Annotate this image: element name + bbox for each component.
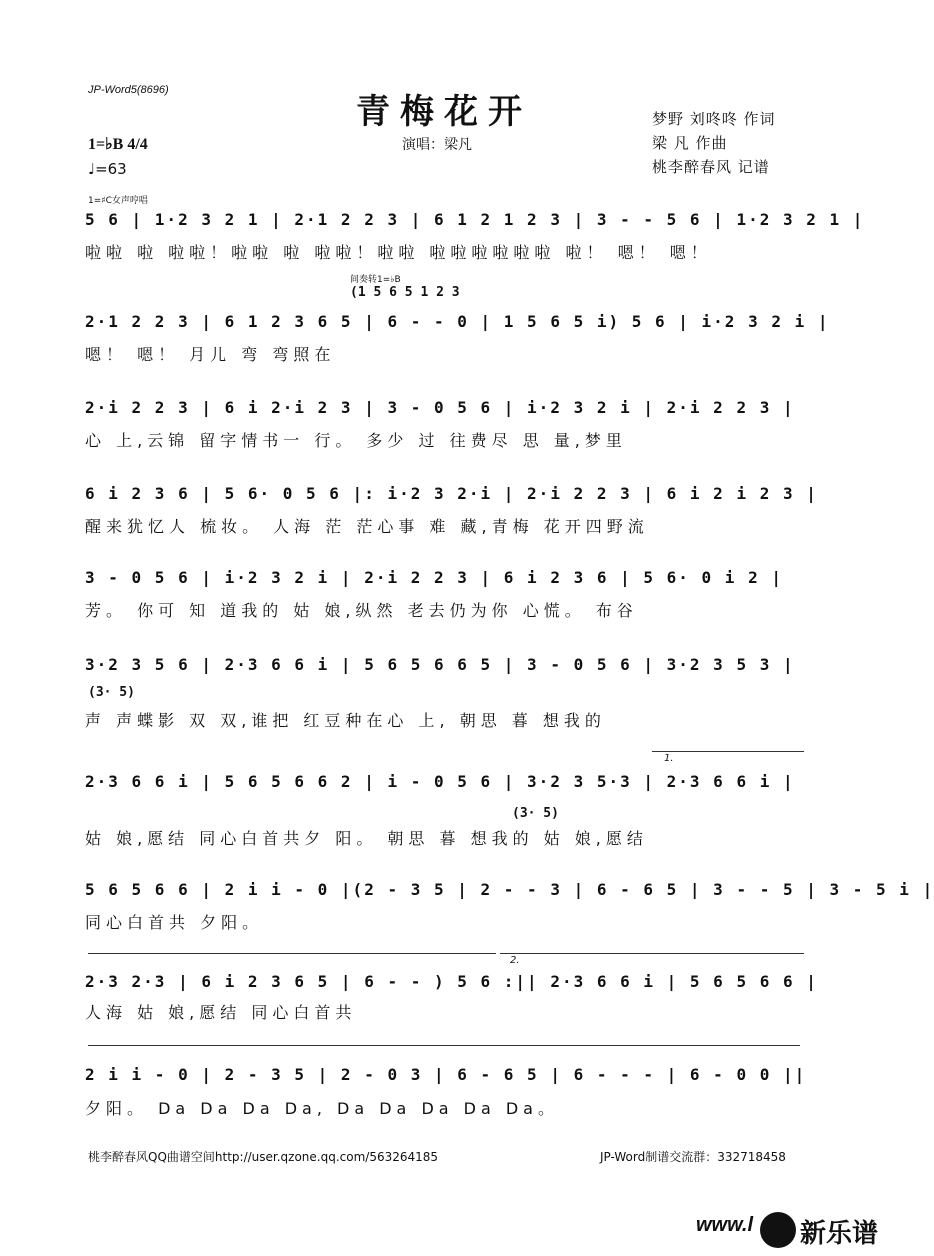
score-row-6-notes: 3·2 3 5 6 | 2·3 6 6 i | 5 6 5 6 6 5 | 3 - 0 5 6 | 3·2 3 5 3 |	[85, 655, 795, 674]
interlude-label: 间奏转1=♭B	[350, 275, 401, 285]
score-row-3-lyrics: 心 上,云锦 留字情书一 行。 多少 过 往费尽 思 量,梦里	[85, 431, 627, 450]
score-row-2-lyrics: 嗯！ 嗯！ 月儿 弯 弯照在	[85, 345, 336, 364]
score-row-7-lyrics: 姑 娘,愿结 同心白首共夕 阳。 朝思 暮 想我的 姑 娘,愿结	[85, 829, 648, 848]
score-row-9-notes: 2·3 2·3 | 6 i 2 3 6 5 | 6 - - ) 5 6 :|| 2·3 6 6 i | 5 6 5 6 6 |	[85, 972, 818, 991]
score-row-9-lyrics: 人海 姑 娘,愿结 同心白首共	[85, 1003, 357, 1022]
score-row-4-notes: 6 i 2 3 6 | 5 6· 0 5 6 |: i·2 3 2·i | 2·i 2 2 3 | 6 i 2 i 2 3 |	[85, 484, 818, 503]
score-row-3-notes: 2·i 2 2 3 | 6 i 2·i 2 3 | 3 - 0 5 6 | i·2 3 2 i | 2·i 2 2 3 |	[85, 398, 795, 417]
score-row-10-lyrics: 夕阳。 Da Da Da Da, Da Da Da Da Da。	[85, 1099, 559, 1118]
score-row-7-notes: 2·3 6 6 i | 5 6 5 6 6 2 | i - 0 5 6 | 3·2 3 5·3 | 2·3 6 6 i |	[85, 772, 795, 791]
footer-left: 桃李醉春风QQ曲谱空间http://user.qzone.qq.com/563264185	[88, 1150, 439, 1164]
app-label: JP-Word5(8696)	[88, 84, 169, 96]
score-row-5-lyrics: 芳。 你可 知 道我的 姑 娘,纵然 老去仍为你 心慌。 布谷	[85, 601, 638, 620]
score-row-8-lyrics: 同心白首共 夕阳。	[85, 913, 264, 932]
harmony-row-6: (3· 5)	[88, 685, 135, 700]
tempo-mark: ♩=63	[88, 160, 127, 178]
volta-1: 1.	[664, 753, 674, 764]
score-row-1-notes: 5 6 | 1·2 3 2 1 | 2·1 2 2 3 | 6 1 2 1 2 3 | 3 - - 5 6 | 1·2 3 2 1 |	[85, 210, 865, 229]
score-row-4-lyrics: 醒来犹忆人 梳妆。 人海 茫 茫心事 难 藏,青梅 花开四野流	[85, 517, 649, 536]
footer-right: JP-Word制谱交流群：332718458	[600, 1150, 786, 1164]
interlude-notes: (1 5 6 5 1 2 3	[350, 285, 460, 300]
score-row-10-notes: 2 i i - 0 | 2 - 3 5 | 2 - 0 3 | 6 - 6 5 | 6 - - - | 6 - 0 0 ||	[85, 1065, 807, 1084]
score-row-8-notes: 5 6 5 6 6 | 2 i i - 0 |(2 - 3 5 | 2 - - 3 | 6 - 6 5 | 3 - - 5 | 3 - 5 i |	[85, 880, 934, 899]
lyricist-credit: 梦野 刘咚咚 作词	[652, 110, 776, 128]
transcriber-credit: 桃李醉春风 记谱	[652, 158, 770, 176]
harmony-row-7: (3· 5)	[512, 806, 559, 821]
key-change-note: 1=♯C女声哼唱	[88, 196, 148, 206]
key-signature: 1=♭B 4/4	[88, 136, 148, 153]
song-title: 青梅花开	[356, 92, 532, 132]
watermark-url: www.l	[696, 1214, 754, 1236]
score-row-6-lyrics: 声 声蝶影 双 双,谁把 红豆种在心 上, 朝思 暮 想我的	[85, 711, 606, 730]
watermark-logo-icon	[760, 1212, 796, 1248]
score-row-5-notes: 3 - 0 5 6 | i·2 3 2 i | 2·i 2 2 3 | 6 i 2 3 6 | 5 6· 0 i 2 |	[85, 568, 783, 587]
volta-2: 2.	[510, 955, 520, 966]
watermark-brand: 新乐谱	[800, 1219, 879, 1249]
singer-credit: 演唱：梁凡	[402, 137, 472, 153]
score-row-1-lyrics: 啦啦 啦 啦啦！啦啦 啦 啦啦！啦啦 啦啦啦啦啦啦 啦！ 嗯！ 嗯！	[85, 243, 712, 262]
score-row-2-notes: 2·1 2 2 3 | 6 1 2 3 6 5 | 6 - - 0 | 1 5 6 5 i) 5 6 | i·2 3 2 i |	[85, 312, 830, 331]
composer-credit: 梁 凡 作曲	[652, 134, 728, 152]
